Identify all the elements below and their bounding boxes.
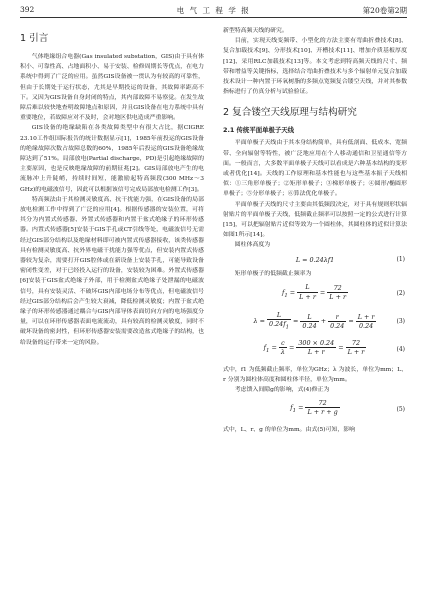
- formula-5: [223, 397, 407, 423]
- formula-number: (2): [396, 289, 405, 297]
- formula-1: [223, 253, 407, 267]
- formula-3-expression: λ = $\frac{L}{0.24f_1}$ = $\frac{L}{0.24}$ + $\frac{r}{0.24}$ = $\frac{L + r}{0.24}$: [253, 310, 375, 331]
- section-heading-introduction: 1 引言: [20, 33, 49, 44]
- paragraph: 新型特高频天线的研究。: [223, 28, 288, 34]
- header-rule: [20, 17, 407, 18]
- paragraph: 气体绝缘组合电器(Gas insulated substation，GIS)由于具有体积小、可靠性高、占地面积小、易于安装、检修周期长等优点，在电力系统中得到了广泛的应用。虽然GIS设备被一贯认为有较高的可靠性，但由于长期处于运行状态，尤其是早期投运的设备，其故障率距高不下。又因为GIS设备自身封闭的特点，其内部故障不易察觉。在发生故障后难以较快地查明故障地点和原因，并且GIS设备在电力系统中具有重要地位，若故障应对不及时，会对地区供电造成严重影响。: [20, 54, 204, 122]
- formula-number: (5): [396, 406, 405, 414]
- formula-3: [223, 309, 407, 335]
- paragraph: 目前，实现天线变频带、小型化的方法主要有弯曲折叠技术[8]、复合加载技术[9]、分形技术[10]、开槽技术[11]、增加介质基板厚度[12]、采用RLC加载技术[13]等。本文考虑到特高频天线的尺寸、频带和增益等关键指标，选择结合弯曲折叠技术与多个辐射单元复合加载技术设计一种内置于环氧树脂的多频点宽频复合镂空天线，并对其参数指标进行了仿真分析与试验验证。: [223, 38, 407, 96]
- journal-title: 电 气 工 程 学 报: [176, 6, 251, 15]
- formula-1-expression: L = 0.24λf1: [295, 255, 335, 264]
- formula-number: (3): [396, 317, 405, 325]
- formula-label: 矩形单极子的低频截止频率为: [234, 270, 312, 277]
- variable-definitions: 式中，f1 为低频截止频率，单位为GHz；λ 为波长，单位为mm；L、r 分别为圆柱体高度和圆柱体半径，单位为mm。: [223, 366, 407, 384]
- formula-4: [223, 337, 407, 363]
- page-header: [0, 0, 427, 22]
- formula-2: [223, 281, 407, 307]
- page-number: 392: [20, 5, 35, 14]
- paragraph: 特高频法由于其检测灵敏度高、抗干扰能力强，在GIS设备的局部放电检测工作中得到了广泛的应用[4]。根据传感器的安装位置，可将其分为内置式传感器、外置式传感器和内置于盆式绝缘子的环形传感器。内置式传感器[5]安装于GIS手孔或CT引线等处，电磁波信号无需经过GIS部分结构以及绝缘材料即可被内置式传感器接收，该类传感器具有检测灵敏度高、抗外界电磁干扰能力强等优点，但安装内置式传感器较为复杂，需要打开GIS腔体或在新设备上安装手孔，可能导致设备密闭性变差，对于已经投入运行的设备，安装较为困难。外置式传感器[6]安装于GIS盆式绝缘子外部，用于检测盆式绝缘子处泄漏的电磁波信号，具有安装灵活、不破坏GIS内部电场分布等优点，但电磁波信号经过GIS部分结构后会产生较大衰减，降低检测灵敏度；内置于盆式绝缘子的环形传感器通过耦合与GIS内部导体表面切向方向的电场强度分量，可以在环形传感器表面电流流动，具有较高的检测灵敏度，同时不破坏设备的密封性，但环形传感器安装需要改造盆式绝缘子的结构，也给设备的运行带来一定的风险。: [20, 196, 204, 346]
- formula-label: 考虑馈入间隙g的影响，式(4)修正为: [234, 387, 330, 394]
- subsection-heading-2-1: 2.1 传统平面单极子天线: [223, 126, 295, 135]
- issue-label: 第20卷第2期: [362, 6, 407, 15]
- section-heading-2: 2 复合镂空天线原理与结构研究: [223, 107, 357, 119]
- paragraph-continuation: 式中，L、r、g 的单位为mm。由式(5)可知，影响: [223, 427, 356, 434]
- formula-4-expression: $f_1$ = $\frac{c}{\lambda}$ = $\frac{300 \times 0.24}{L + r}$ = $\frac{72}{L + r}$: [263, 338, 365, 356]
- formula-number: (4): [396, 345, 405, 353]
- formula-2-expression: $f_1$ = $\frac{L}{L + r}$ = $\frac{72}{L + r}$: [281, 282, 347, 301]
- left-column: [20, 26, 204, 348]
- paragraph: 平面单极子天线由于其本身结构简单，具有低剖面、低成本、宽频带、全向辐射等特性，被广泛地应用在个人移动通信和卫星通信等方面。一般而言，大多数平面单极子天线可以看成是六种基本结构的变形或者优化[14]。天线的工作原理和基本性能也与这些基本振子天线相似：①三角形单极子；②矩形单极子；③梯形单极子；④圆形/椭圆形单极子；⑤分形单极子；⑥算法优化单极子。: [223, 140, 407, 198]
- formula-number: (1): [396, 255, 405, 263]
- formula-5-expression: $f_1$ = $\frac{72}{L + r + g}$: [290, 399, 338, 417]
- formula-label: 圆柱体高度为: [234, 242, 271, 249]
- paragraph: 平面单极子天线的尺寸主要由其低频段决定，对于具有规则形状辐射贴片的平面单极子天线，低频截止频率可以按照一定的公式进行计算[15]，可以把辐射贴片近似等效为一个圆柱体，其圆柱体的近似计算法如图1所示[14]。: [223, 201, 407, 239]
- right-column: [223, 26, 407, 436]
- paragraph: GIS设备的绝缘缺陷在各类故障类型中有很大占比，据CIGRE 23.10工作组国际报告的统计数据显示[1]，1985年前投运的GIS设备的绝缘故障次数占故障总数的60%，1985年后投运的GIS设备绝缘故障达到了51%。局部放电(Partial discharge，PD)是引起绝缘故障的主要原因，也是反映绝缘故障的前期征兆[2]。GIS局部放电产生的电流脉冲上升陡峭，持续时间短，能激励起特高频段(300 MHz～3 GHz)的电磁波信号，因此可以根据该信号完成局部放电检测工作[3]。: [20, 125, 204, 193]
